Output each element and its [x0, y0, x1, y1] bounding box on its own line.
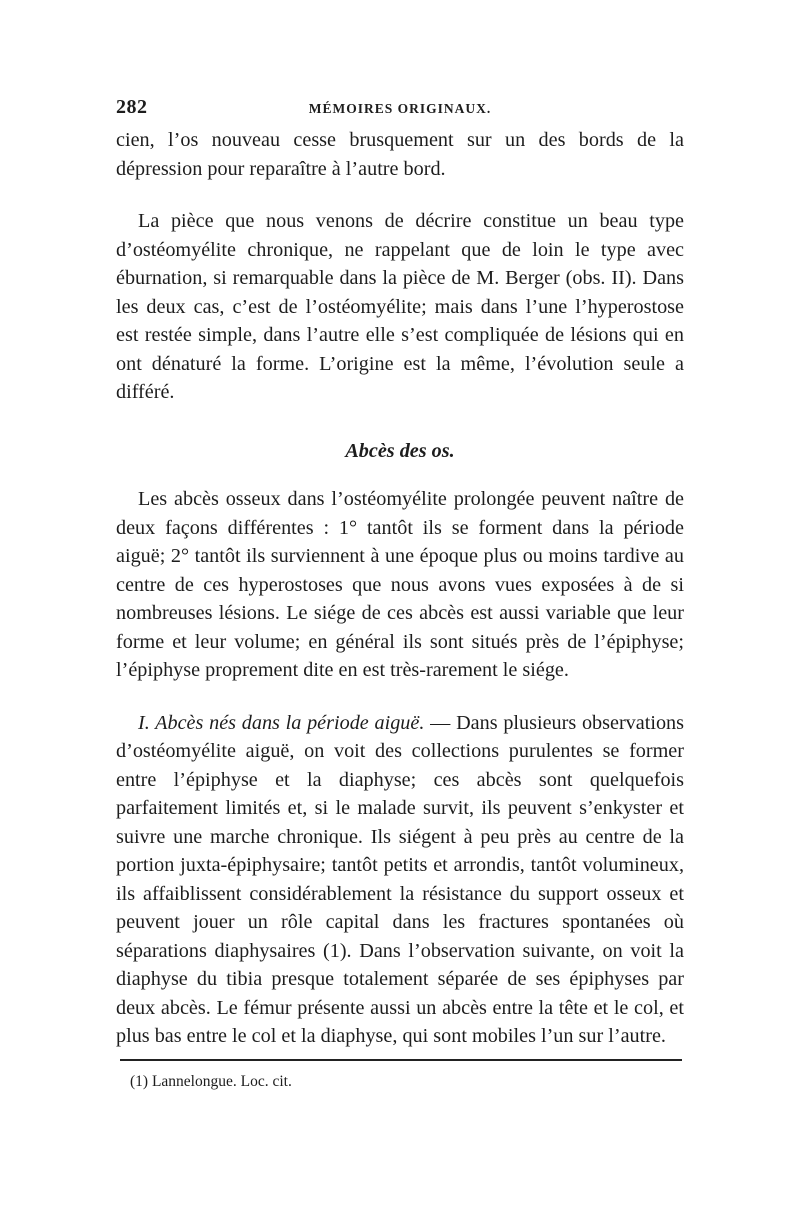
paragraph-continuation: cien, l’os nouveau cesse brusquement sur un des bords de la dépression pour reparaître à l’autre bord. — [116, 129, 684, 180]
subsection-label: I. Abcès nés dans la période aiguë. — [138, 711, 425, 734]
footnote: (1) Lannelongue. Loc. cit. — [130, 1072, 292, 1090]
footnote-divider — [120, 1059, 682, 1061]
page-number: 282 — [116, 96, 148, 118]
paragraph-bone-abscesses: Les abcès osseux dans l’ostéomyélite prolongée peuvent naître de deux façons différentes : 1° tantôt ils se forment dans la période aiguë; 2° tantôt ils surviennent à une époque plus ou moins tardive au centre de ces hyperostoses que nous avons vues exposées à de si nombreuses lésions. Le siége de ces abcès est aussi variable que leur forme et leur volume; en général ils sont situés près de l’épiphyse; l’épiphyse proprement dite en est très-rarement le siége. — [116, 488, 684, 681]
paragraph-body: — Dans plusieurs observations d’ostéomyélite aiguë, on voit des collections purulentes se former entre l’épiphyse et la diaphyse; ces abcès sont quelquefois parfaitement limités et, si le malade survit, ils peuvent s’enkyster et suivre une marche chronique. Ils siégent à peu près au centre de la portion juxta-épiphysaire; tantôt petits et arrondis, tantôt volumineux, ils affaiblissent considérablement la résistance du support osseux et peuvent jouer un rôle capital dans les fractures spontanées où séparations diaphysaires (1). Dans l’observation suivante, on voit la diaphyse du tibia presque totalement séparée de ses épiphyses par deux abcès. Le fémur présente aussi un abcès entre la tête et le col, et plus bas entre le col et la diaphyse, qui sont mobiles l’un sur l’autre. — [116, 711, 684, 1047]
running-head — [116, 96, 684, 122]
book-page — [116, 96, 684, 1093]
paragraph-chronic-osteomyelitis: La pièce que nous venons de décrire constitue un beau type d’ostéomyélite chronique, ne rappelant que de loin le type avec éburnation, si remarquable dans la pièce de M. Berger (obs. II). Dans les deux cas, c’est de l’ostéomyélite; mais dans l’une l’hyperostose est restée simple, dans l’autre elle s’est compliquée de lésions qui en ont dénaturé la forme. L’origine est la même, l’évolution seule a différé. — [116, 210, 684, 403]
section-heading: Abcès des os. — [345, 439, 455, 462]
paragraph-acute-period-abscesses — [116, 709, 684, 1051]
running-title: MÉMOIRES ORIGINAUX. — [308, 101, 492, 116]
